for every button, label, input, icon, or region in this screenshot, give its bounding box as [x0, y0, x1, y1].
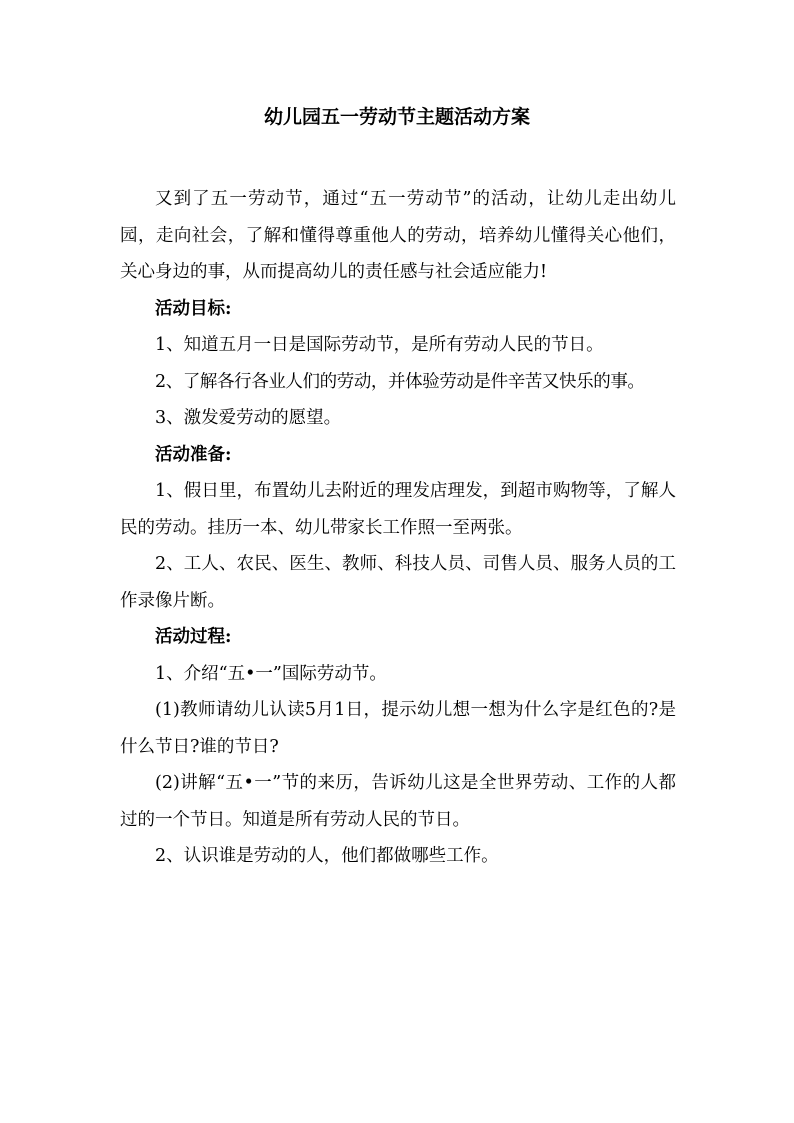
preparation-item: 2、工人、农民、医生、教师、科技人员、司售人员、服务人员的工作录像片断。 — [120, 554, 676, 611]
goal-item: 1、知道五月一日是国际劳动节，是所有劳动人民的节日。 — [155, 335, 604, 355]
process-item: 1、介绍“五•一”国际劳动节。 — [155, 663, 387, 684]
goal-item: 3、激发爱劳动的愿望。 — [155, 408, 342, 428]
goals-heading: 活动目标: — [155, 298, 232, 319]
process-heading: 活动过程: — [155, 627, 232, 647]
document-title: 幼儿园五一劳动节主题活动方案 — [263, 106, 530, 128]
preparation-item: 1、假日里，布置幼儿去附近的理发店理发，到超市购物等，了解人民的劳动。挂历一本、幼儿带家长工作照一至两张。 — [120, 481, 676, 538]
preparation-heading: 活动准备: — [155, 444, 232, 465]
process-item: (1)教师请幼儿认读5月1日，提示幼儿想一想为什么字是红色的?是什么节日?谁的节日? — [120, 700, 676, 757]
process-item: (2)讲解“五•一”节的来历，告诉幼儿这是全世界劳动、工作的人都过的一个节日。知道是所有劳动人民的节日。 — [120, 773, 676, 830]
process-item: 2、认识谁是劳动的人，他们都做哪些工作。 — [155, 846, 499, 866]
intro-paragraph: 又到了五一劳动节，通过“五一劳动节”的活动，让幼儿走出幼儿园，走向社会，了解和懂得尊重他人的劳动，培养幼儿懂得关心他们，关心身边的事，从而提高幼儿的责任感与社会适应能力! — [120, 189, 676, 282]
goal-item: 2、了解各行各业人们的劳动，并体验劳动是件辛苦又快乐的事。 — [155, 371, 645, 392]
document-body — [120, 181, 676, 875]
